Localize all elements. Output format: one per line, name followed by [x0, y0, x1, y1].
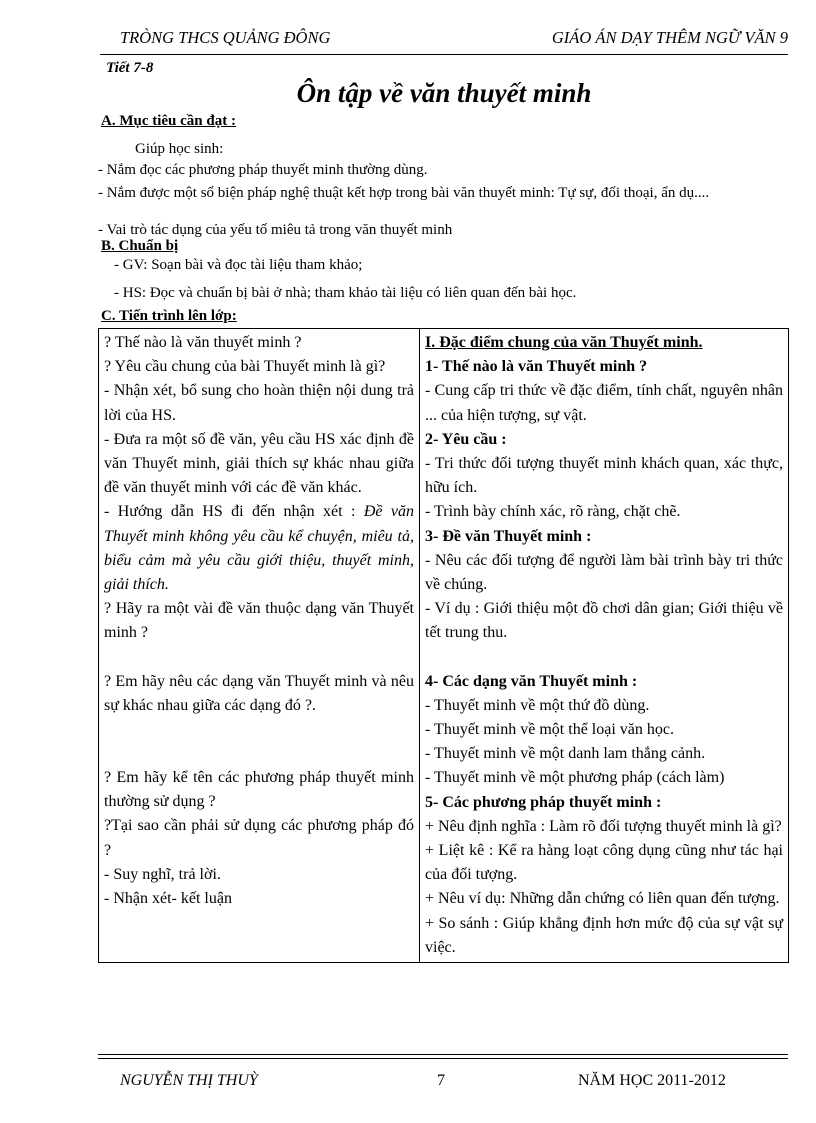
left-q6: ?Tại sao cần phải sử dụng các phương pháp đó ? [104, 817, 414, 859]
header-rule [100, 54, 788, 55]
right-h2: 1- Thế nào là văn Thuyết minh ? [425, 358, 648, 376]
header-doc-type: GIÁO ÁN DẠY THÊM NGỮ VĂN 9 [551, 28, 788, 47]
page-header [100, 28, 788, 52]
footer-year: NĂM HỌC 2011-2012 [578, 1072, 726, 1089]
lesson-table [98, 328, 789, 963]
right-p10: + Nêu định nghĩa : Làm rõ đối tượng thuyết minh là gì? [425, 817, 782, 835]
left-q3: ? Hãy ra một vài đề văn thuộc dạng văn Thuyết minh ? [104, 600, 414, 642]
section-c-heading: C. Tiến trình lên lớp: [101, 308, 237, 324]
right-p5: - Ví dụ : Giới thiệu một đồ chơi dân gian; Giới thiệu về tết trung thu. [425, 600, 783, 642]
right-h4: 3- Đề văn Thuyết minh : [425, 527, 592, 545]
right-p8: - Thuyết minh về một danh lam thắng cảnh. [425, 745, 706, 763]
left-q5: ? Em hãy kể tên các phương pháp thuyết minh thường sử dụng ? [104, 769, 414, 811]
right-h3: 2- Yêu cầu : [425, 430, 507, 448]
right-p2: - Tri thức đối tượng thuyết minh khách quan, xác thực, hữu ích. [425, 455, 783, 497]
objective-2: - Nắm được một số biện pháp nghệ thuật kết hợp trong bài văn thuyết minh: Tự sự, đối thoại, ẩn dụ.... [98, 185, 710, 201]
header-school: TRÒNG THCS QUẢNG ĐÔNG [120, 28, 331, 47]
page-title: Ôn tập về văn thuyết minh [296, 78, 592, 108]
section-a-intro: Giúp học sinh: [135, 141, 224, 157]
right-h6: 5- Các phương pháp thuyết minh : [425, 793, 662, 811]
right-p6: - Thuyết minh về một thứ đồ dùng. [425, 696, 650, 714]
left-q2: ? Yêu cầu chung của bài Thuyết minh là gì? [104, 358, 386, 376]
right-p9: - Thuyết minh về một phương pháp (cách làm) [425, 769, 725, 787]
page-number: 7 [437, 1072, 445, 1089]
section-a-heading: A. Mục tiêu cần đạt : [101, 113, 236, 129]
right-h5: 4- Các dạng văn Thuyết minh : [425, 672, 638, 690]
left-l7: - Suy nghĩ, trả lời. [104, 865, 221, 883]
right-p13: + So sánh : Giúp khẳng định hơn mức độ của sự vật sự việc. [425, 914, 783, 956]
objective-1: - Nắm đọc các phương pháp thuyết minh thường dùng. [98, 162, 428, 178]
right-p3: - Trình bày chính xác, rõ ràng, chặt chẽ. [425, 503, 681, 521]
spacer [104, 718, 414, 766]
left-l5-lead: - Hướng dẫn HS đi đến nhận xét : [104, 503, 364, 521]
left-q1: ? Thế nào là văn thuyết minh ? [104, 334, 302, 351]
left-q4: ? Em hãy nêu các dạng văn Thuyết minh và nêu sự khác nhau giữa các dạng đó ?. [104, 672, 414, 714]
right-p11: + Liệt kê : Kể ra hàng loạt công dụng cũng như tác hại của đối tượng. [425, 842, 783, 884]
right-h1: I. Đặc điểm chung của văn Thuyết minh. [425, 334, 703, 351]
spacer [425, 646, 783, 670]
right-p4: - Nêu các đối tượng để người làm bài trình bày tri thức về chúng. [425, 551, 783, 594]
lesson-number: Tiết 7-8 [106, 60, 154, 76]
teacher-activities-cell [99, 329, 420, 963]
spacer [104, 646, 414, 670]
prep-teacher: - GV: Soạn bài và đọc tài liệu tham khảo; [114, 257, 363, 273]
footer-author: NGUYỄN THỊ THUỲ [120, 1072, 258, 1089]
right-p12: + Nêu ví dụ: Những dẫn chứng có liên quan đến tượng. [425, 890, 780, 908]
footer-rule-top [98, 1054, 788, 1055]
section-b-heading: B. Chuẩn bị [101, 238, 179, 254]
prep-student: - HS: Đọc và chuẩn bị bài ở nhà; tham khảo tài liệu có liên quan đến bài học. [114, 285, 577, 301]
left-l3: - Nhận xét, bổ sung cho hoàn thiện nội dung trả lời của HS. [104, 382, 414, 424]
footer-rule-bottom [98, 1058, 788, 1059]
objective-3: - Vai trò tác dụng của yếu tố miêu tả trong văn thuyết minh [98, 222, 453, 238]
right-p1: - Cung cấp tri thức về đặc điểm, tính chất, nguyên nhân ... của hiện tượng, sự vật. [425, 382, 783, 424]
left-l5 [104, 500, 414, 597]
left-l5-italic: Đề văn Thuyết minh không yêu cầu kể chuyện, miêu tả, biểu cảm mà yêu cầu giới thiệu, thuyết minh, giải thích. [104, 503, 414, 594]
left-l4: - Đưa ra một số đề văn, yêu cầu HS xác định đề văn Thuyết minh, giải thích sự khác nhau giữa đề văn thuyết minh với các đề văn khác. [104, 430, 414, 497]
right-p7: - Thuyết minh về một thể loại văn học. [425, 721, 674, 739]
content-cell [420, 329, 789, 963]
left-l8: - Nhận xét- kết luận [104, 890, 232, 908]
